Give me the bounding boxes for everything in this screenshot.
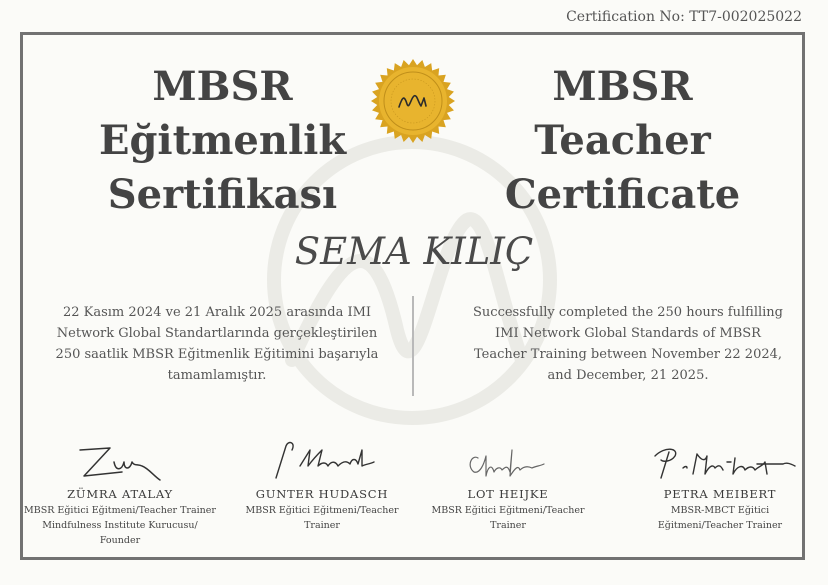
signatory-name-4: PETRA MEIBERT xyxy=(663,487,777,501)
description-english: Successfully completed the 250 hours fulfilling IMI Network Global Standards of MBSR Teacher Training between November 22 2024, and December, 21 2025. xyxy=(473,305,783,383)
signatory-role-4 xyxy=(620,503,820,533)
signatory-role-1-line-3: Founder xyxy=(99,535,141,546)
signature-1-image xyxy=(60,436,180,484)
signature-block-4 xyxy=(620,436,820,533)
signature-block-3 xyxy=(408,436,608,533)
signatory-role-3-line-1: MBSR Eğitici Eğitmeni/Teacher xyxy=(431,505,585,516)
signature-2-image xyxy=(252,436,392,484)
title-english xyxy=(450,60,795,222)
signatory-role-2-line-2: Trainer xyxy=(304,520,340,531)
signatory-role-3-line-2: Trainer xyxy=(490,520,526,531)
title-en-line-2: Teacher xyxy=(534,117,711,164)
signature-block-1 xyxy=(20,436,220,548)
title-en-line-3: Certificate xyxy=(504,171,741,218)
signature-4-image xyxy=(635,436,805,484)
signatory-role-2 xyxy=(222,503,422,533)
signature-3-image xyxy=(448,436,568,484)
signatory-name-1: ZÜMRA ATALAY xyxy=(67,487,173,501)
center-divider xyxy=(412,296,414,396)
signatory-name-2: GUNTER HUDASCH xyxy=(255,487,389,501)
title-tr-line-3: Sertifikası xyxy=(107,171,338,218)
title-tr-line-2: Eğitmenlik xyxy=(98,117,347,164)
recipient-name: SEMA KILIÇ xyxy=(294,230,534,273)
title-en-line-1: MBSR xyxy=(552,63,693,110)
title-turkish xyxy=(50,60,395,222)
signature-block-2 xyxy=(222,436,422,533)
signatory-role-4-line-1: MBSR-MBCT Eğitici xyxy=(670,505,770,516)
signatory-role-2-line-1: MBSR Eğitici Eğitmeni/Teacher xyxy=(245,505,399,516)
signatory-role-4-line-2: Eğitmeni/Teacher Trainer xyxy=(657,520,783,531)
signatory-role-1-line-2: Mindfulness Institute Kurucusu/ xyxy=(42,520,198,531)
certificate-number: Certification No: TT7-002025022 xyxy=(566,9,802,25)
signatory-role-1-line-1: MBSR Eğitici Eğitmeni/Teacher Trainer xyxy=(24,505,216,516)
title-tr-line-1: MBSR xyxy=(152,63,293,110)
signatory-role-3 xyxy=(408,503,608,533)
signatory-role-1 xyxy=(20,503,220,548)
gold-seal-icon xyxy=(370,58,456,144)
signatory-name-3: LOT HEIJKE xyxy=(467,487,549,501)
description-turkish: 22 Kasım 2024 ve 21 Aralık 2025 arasında IMI Network Global Standartlarında gerçekleştirilen 250 saatlik MBSR Eğitmenlik Eğitimini başarıyla tamamlamıştır. xyxy=(55,305,379,383)
